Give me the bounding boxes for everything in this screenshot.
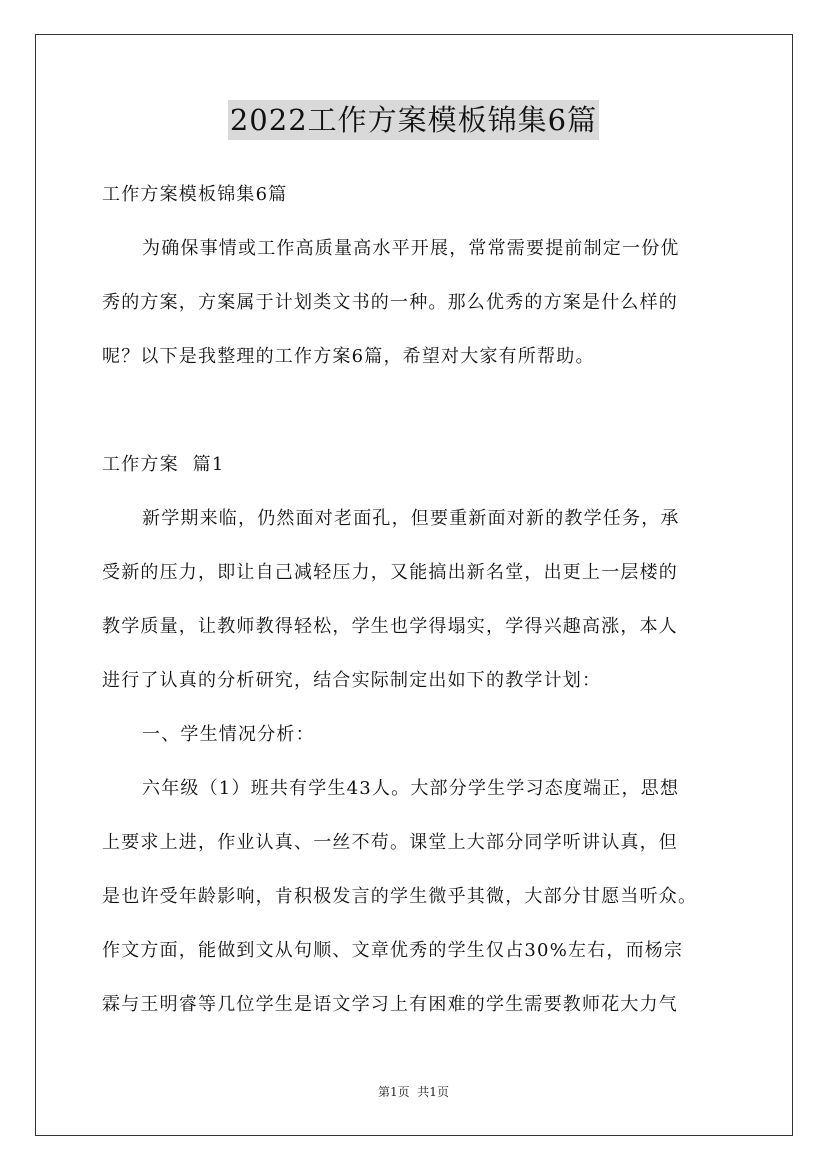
page-number: 第1页 共1页 xyxy=(378,1085,449,1099)
intro-line: 秀的方案，方案属于计划类文书的一种。那么优秀的方案是什么样的 xyxy=(102,292,678,313)
analysis-line: 是也许受年龄影响，肯积极发言的学生微乎其微，大部分甘愿当听众。 xyxy=(102,886,698,907)
section-line: 教学质量，让教师教得轻松，学生也学得塌实，学得兴趣高涨，本人 xyxy=(102,616,678,637)
intro-line: 为确保事情或工作高质量高水平开展，常常需要提前制定一份优 xyxy=(142,238,680,259)
analysis-line: 六年级（1）班共有学生43人。大部分学生学习态度端正，思想 xyxy=(142,778,680,799)
document-subtitle: 工作方案模板锦集6篇 xyxy=(102,184,288,205)
subheading: 一、学生情况分析： xyxy=(142,724,315,745)
title-container xyxy=(0,100,827,140)
intro-line: 呢？以下是我整理的工作方案6篇，希望对大家有所帮助。 xyxy=(102,346,595,367)
document-title: 2022工作方案模板锦集6篇 xyxy=(228,100,599,140)
section-line: 进行了认真的分析研究，结合实际制定出如下的教学计划： xyxy=(102,670,602,691)
section-line: 受新的压力，即让自己减轻压力，又能搞出新名堂，出更上一层楼的 xyxy=(102,562,678,583)
section-heading: 工作方案 篇1 xyxy=(102,454,225,475)
analysis-line: 上要求上进，作业认真、一丝不苟。课堂上大部分同学听讲认真，但 xyxy=(102,832,678,853)
analysis-line: 霖与王明睿等几位学生是语文学习上有困难的学生需要教师花大力气 xyxy=(102,994,678,1015)
analysis-line: 作文方面，能做到文从句顺、文章优秀的学生仅占30%左右，而杨宗 xyxy=(102,940,684,961)
section-line: 新学期来临，仍然面对老面孔，但要重新面对新的教学任务，承 xyxy=(142,508,680,529)
